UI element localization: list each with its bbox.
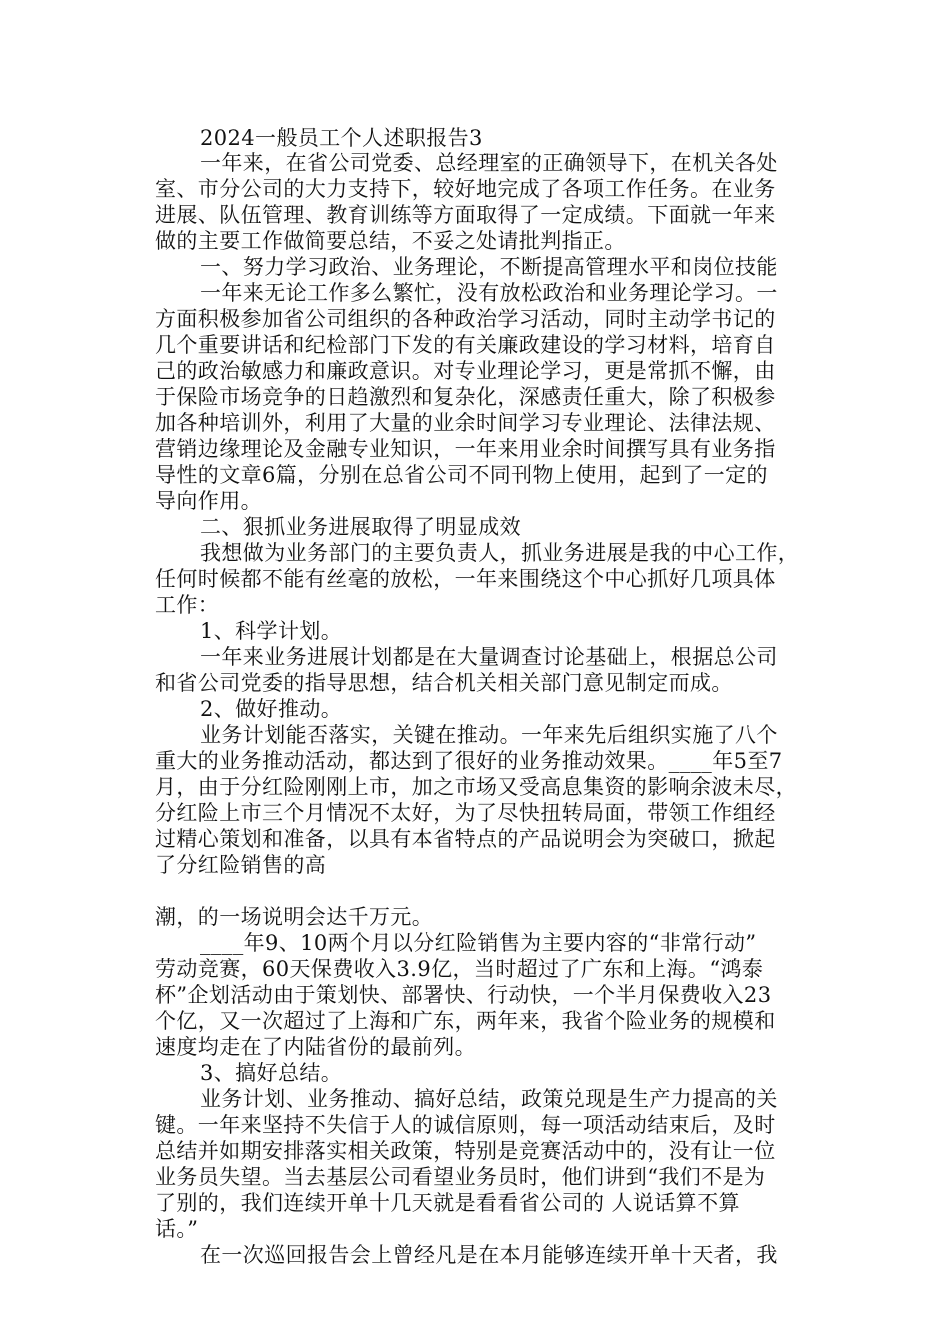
paragraph-line: 工作： [155, 593, 220, 617]
paragraph-line: 和省公司党委的指导思想，结合机关相关部门意见制定而成。 [155, 671, 733, 695]
paragraph-line: 话。” [155, 1217, 199, 1241]
subsection-heading: 1、科学计划。 [200, 619, 343, 643]
paragraph-line: 于保险市场竞争的日趋激烈和复杂化，深感责任重大，除了积极参 [155, 385, 776, 409]
paragraph-line: 进展、队伍管理、教育训练等方面取得了一定成绩。下面就一年来 [155, 203, 776, 227]
paragraph-line: 速度均走在了内陆省份的最前列。 [155, 1035, 476, 1059]
section-heading: 一、努力学习政治、业务理论，不断提高管理水平和岗位技能 [200, 255, 778, 279]
paragraph-line: 键。一年来坚持不失信于人的诚信原则，每一项活动结束后，及时 [155, 1113, 776, 1137]
paragraph-line: 了别的，我们连续开单十几天就是看看省公司的 人说话算不算 [155, 1191, 740, 1215]
paragraph-line: 一年来，在省公司党委、总经理室的正确领导下，在机关各处 [200, 151, 778, 175]
paragraph-line: 过精心策划和准备，以具有本省特点的产品说明会为突破口，掀起 [155, 827, 776, 851]
paragraph-line: 做的主要工作做简要总结，不妥之处请批判指正。 [155, 229, 626, 253]
paragraph-line: 潮，的一场说明会达千万元。 [155, 905, 434, 929]
paragraph-line: 一年来业务进展计划都是在大量调查讨论基础上，根据总公司 [200, 645, 778, 669]
paragraph-line: 导性的文章6篇，分别在总省公司不同刊物上使用，起到了一定的 [155, 463, 768, 487]
paragraph-line: 导向作用。 [155, 489, 262, 513]
document-title: 2024一般员工个人述职报告3 [200, 126, 483, 150]
paragraph-line: 营销边缘理论及金融专业知识，一年来用业余时间撰写具有业务指 [155, 437, 776, 461]
subsection-heading: 2、做好推动。 [200, 697, 343, 721]
paragraph-line: 业务员失望。当去基层公司看望业务员时，他们讲到“我们不是为 [155, 1165, 766, 1189]
paragraph-line: 月，由于分红险刚刚上市，加之市场又受高息集资的影响余波未尽， [155, 775, 797, 799]
paragraph-line: 我想做为业务部门的主要负责人，抓业务进展是我的中心工作， [200, 541, 800, 565]
paragraph-line: ____年9、10两个月以分红险销售为主要内容的“非常行动” [200, 931, 757, 955]
paragraph-line: 室、市分公司的大力支持下，较好地完成了各项工作任务。在业务 [155, 177, 776, 201]
paragraph-line: 了分红险销售的高 [155, 853, 327, 877]
paragraph-line: 几个重要讲话和纪检部门下发的有关廉政建设的学习材料，培育自 [155, 333, 776, 357]
paragraph-line: 业务计划、业务推动、搞好总结，政策兑现是生产力提高的关 [200, 1087, 778, 1111]
paragraph-line: 在一次巡回报告会上曾经凡是在本月能够连续开单十天者，我 [200, 1243, 778, 1267]
paragraph-line: 己的政治敏感力和廉政意识。对专业理论学习，更是常抓不懈，由 [155, 359, 776, 383]
paragraph-line: 劳动竞赛，60天保费收入3.9亿，当时超过了广东和上海。“鸿泰 [155, 957, 764, 981]
paragraph-line: 杯”企划活动由于策划快、部署快、行动快，一个半月保费收入23 [155, 983, 772, 1007]
section-heading: 二、狠抓业务进展取得了明显成效 [200, 515, 521, 539]
paragraph-line: 方面积极参加省公司组织的各种政治学习活动，同时主动学书记的 [155, 307, 776, 331]
paragraph-line: 加各种培训外，利用了大量的业余时间学习专业理论、法律法规、 [155, 411, 776, 435]
paragraph-line: 业务计划能否落实，关键在推动。一年来先后组织实施了八个 [200, 723, 778, 747]
paragraph-line: 重大的业务推动活动，都达到了很好的业务推动效果。____年5至7 [155, 749, 783, 773]
paragraph-line: 总结并如期安排落实相关政策，特别是竞赛活动中的，没有让一位 [155, 1139, 776, 1163]
paragraph-line: 任何时候都不能有丝毫的放松，一年来围绕这个中心抓好几项具体 [155, 567, 776, 591]
paragraph-line: 分红险上市三个月情况不太好，为了尽快扭转局面，带领工作组经 [155, 801, 776, 825]
paragraph-line: 个亿，又一次超过了上海和广东，两年来，我省个险业务的规模和 [155, 1009, 776, 1033]
paragraph-line: 一年来无论工作多么繁忙，没有放松政治和业务理论学习。一 [200, 281, 778, 305]
subsection-heading: 3、搞好总结。 [200, 1061, 343, 1085]
